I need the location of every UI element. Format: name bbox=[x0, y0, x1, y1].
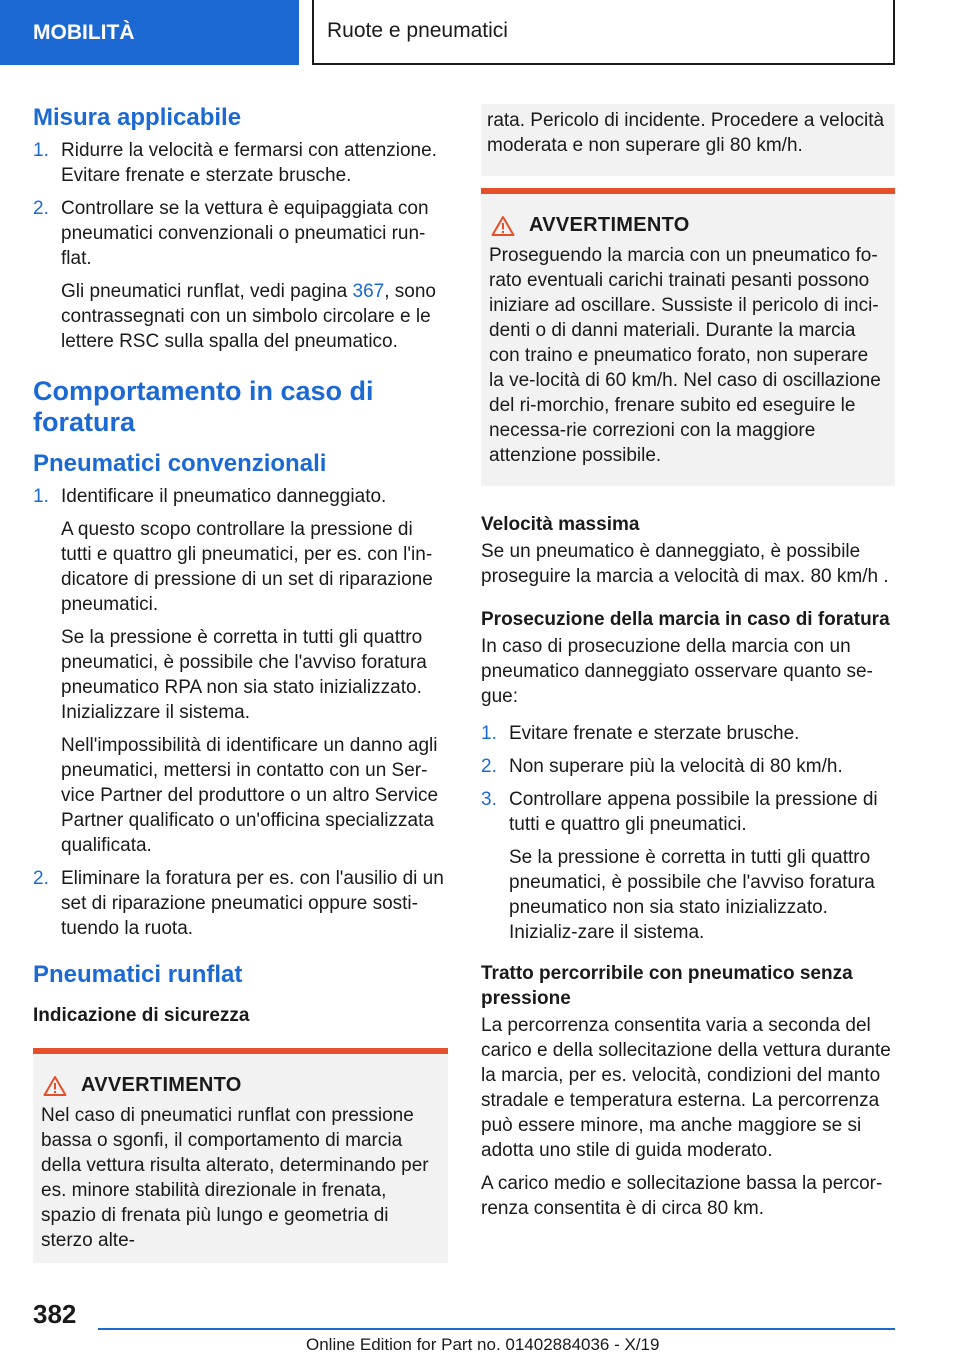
step-subtext: A questo scopo controllare la pressione di tutti e quattro gli pneumatici, per es. con l'in-dicatore di pressione di un set di riparazione pneumatici. bbox=[61, 519, 433, 615]
warning-continuation bbox=[481, 104, 895, 176]
warning-header bbox=[489, 214, 887, 237]
section-tab: MOBILITÀ bbox=[0, 0, 299, 65]
step-number: 2. bbox=[33, 198, 49, 219]
heading-continue: Prosecuzione della marcia in caso di foratura bbox=[481, 609, 890, 630]
left-column bbox=[33, 104, 448, 1263]
distance-text: La percorrenza consentita varia a seconda del carico e della sollecitazione della vettura durante la marcia, per es. velocità, condizioni del manto stradale e temperatura esterna. La percorrenza può essere minore, ma anche maggiore se si adotta uno stile di guida moderato. bbox=[481, 1015, 891, 1161]
warning-box-runflat bbox=[33, 1048, 448, 1263]
warning-triangle-icon bbox=[43, 1075, 67, 1097]
warning-text: rata. Pericolo di incidente. Procedere a velocità moderata e non superare gli 80 km/h. bbox=[487, 110, 885, 156]
page-number: 382 bbox=[33, 1299, 77, 1329]
step-number: 3. bbox=[481, 789, 497, 810]
step-subtext: Se la pressione è corretta in tutti gli quattro pneumatici, è possibile che l'avviso foratura pneumatico RPA non sia stato inizializzato. Inizializzare il sistema. bbox=[61, 627, 427, 723]
steps-applicable bbox=[33, 138, 448, 354]
runflat-note-post: , sono contrassegnati con un simbolo circolare e le lettere RSC sulla spalla del pneumatico. bbox=[61, 281, 436, 352]
maxspeed-text: Se un pneumatico è danneggiato, è possibile proseguire la marcia a velocità di max. 80 km/h . bbox=[481, 541, 889, 587]
steps-continue bbox=[481, 721, 895, 945]
list-item bbox=[33, 484, 448, 858]
step-text: Ridurre la velocità e fermarsi con attenzione. Evitare frenate e sterzate brusche. bbox=[61, 140, 437, 186]
list-item bbox=[481, 721, 895, 746]
list-item bbox=[481, 787, 895, 945]
continue-text: In caso di prosecuzione della marcia con un pneumatico danneggiato osservare quanto se-gue: bbox=[481, 636, 873, 707]
steps-conventional bbox=[33, 484, 448, 941]
step-number: 2. bbox=[33, 868, 49, 889]
warning-text: Proseguendo la marcia con un pneumatico fo-rato eventuali carichi trainati pesanti possono iniziare ad oscillare. Sussiste il pericolo di inci-denti o di danni materiali. Durante la marcia con traino e pneumatico forato, non superare la ve-locità di 60 km/h. Nel caso di oscillazione del ri-morchio, frenare subito ed eseguire le necessa-rie correzioni con la maggiore attenzione possibile. bbox=[489, 245, 881, 466]
heading-distance: Tratto percorribile con pneumatico senza pressione bbox=[481, 963, 853, 1009]
footer-edition: Online Edition for Part no. 01402884036 - X/19 bbox=[306, 1335, 660, 1354]
heading-runflat: Pneumatici runflat bbox=[33, 961, 243, 988]
warning-title: AVVERTIMENTO bbox=[529, 214, 690, 236]
chapter-title: Ruote e pneumatici bbox=[312, 0, 895, 65]
heading-maxspeed: Velocità massima bbox=[481, 514, 640, 535]
step-number: 1. bbox=[33, 140, 49, 161]
step-text: Controllare appena possibile la pressione di tutti e quattro gli pneumatici. bbox=[509, 789, 878, 835]
heading-safety: Indicazione di sicurezza bbox=[33, 1005, 250, 1026]
warning-box-trailer bbox=[481, 188, 895, 486]
step-subtext: Se la pressione è corretta in tutti gli quattro pneumatici, è possibile che l'avviso foratura pneumatico non sia stato inizializzato. Inizializ-zare il sistema. bbox=[509, 847, 875, 943]
warning-triangle-icon bbox=[491, 215, 515, 237]
warning-title: AVVERTIMENTO bbox=[81, 1074, 242, 1096]
page-link-367[interactable]: 367 bbox=[352, 281, 385, 302]
step-number: 1. bbox=[33, 486, 49, 507]
heading-conventional: Pneumatici convenzionali bbox=[33, 450, 327, 477]
list-item bbox=[481, 754, 895, 779]
runflat-note bbox=[61, 279, 448, 354]
step-text: Non superare più la velocità di 80 km/h. bbox=[509, 756, 843, 777]
list-item bbox=[33, 866, 448, 941]
step-text: Identificare il pneumatico danneggiato. bbox=[61, 486, 387, 507]
list-item bbox=[33, 138, 448, 188]
step-subtext: Nell'impossibilità di identificare un danno agli pneumatici, mettersi in contatto con un Ser-vice Partner del produttore o un altro Service Partner qualificato o un'officina specializzata qualificata. bbox=[61, 735, 439, 856]
warning-header bbox=[41, 1074, 440, 1097]
distance-text: A carico medio e sollecitazione bassa la percor-renza consentita è di circa 80 km. bbox=[481, 1173, 883, 1219]
runflat-note-pre: Gli pneumatici runflat, vedi pagina bbox=[61, 281, 353, 302]
warning-text: Nel caso di pneumatici runflat con pressione bassa o sgonfi, il comportamento di marcia della vettura risulta alterato, determinando per es. minore stabilità direzionale in frenata, spazio di frenata più lungo e geometria di sterzo alte- bbox=[41, 1105, 429, 1251]
step-text: Evitare frenate e sterzate brusche. bbox=[509, 723, 800, 744]
list-item bbox=[33, 196, 448, 354]
heading-behavior: Comportamento in caso di foratura bbox=[33, 376, 374, 437]
step-number: 1. bbox=[481, 723, 497, 744]
step-text: Controllare se la vettura è equipaggiata con pneumatici convenzionali o pneumatici run-flat. bbox=[61, 198, 429, 269]
footer-divider bbox=[98, 1328, 895, 1330]
step-number: 2. bbox=[481, 756, 497, 777]
step-text: Eliminare la foratura per es. con l'ausilio di un set di riparazione pneumatici oppure sosti-tuendo la ruota. bbox=[61, 868, 444, 939]
right-column bbox=[481, 104, 895, 1221]
heading-applicable: Misura applicabile bbox=[33, 104, 242, 131]
